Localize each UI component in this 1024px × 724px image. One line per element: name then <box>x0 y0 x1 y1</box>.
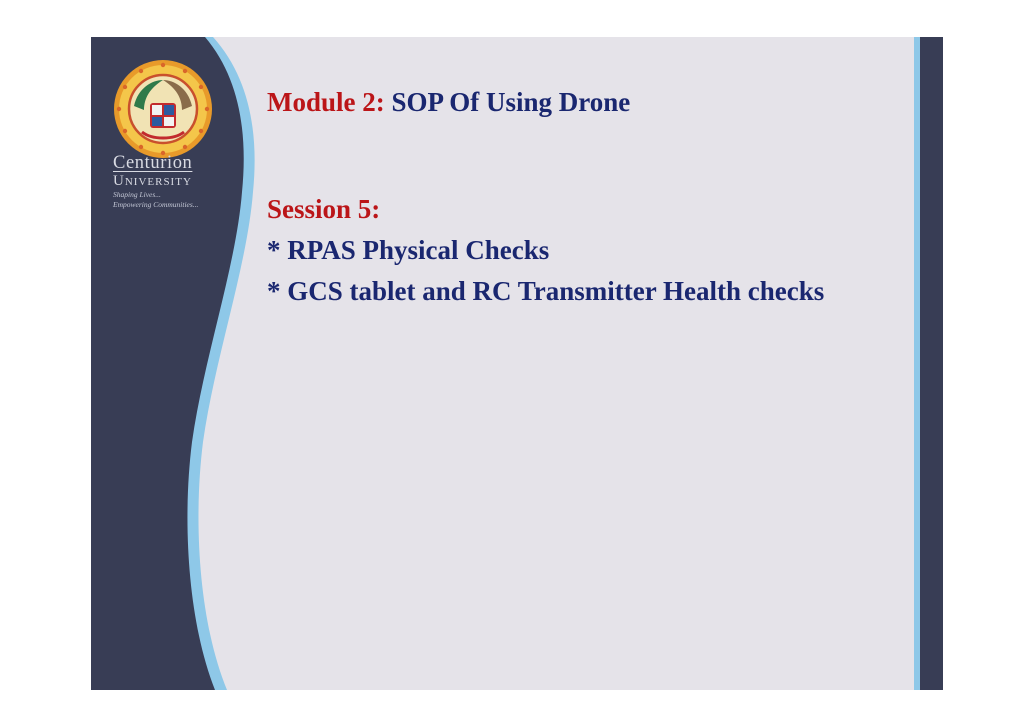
slide <box>91 37 943 690</box>
right-accent-line <box>914 37 920 690</box>
module-title: SOP Of Using Drone <box>391 87 631 117</box>
module-label: Module 2: <box>267 87 385 117</box>
brand-subtitle: University <box>113 173 192 189</box>
session-item-physical-checks: * RPAS Physical Checks <box>267 235 550 265</box>
slide-content <box>267 83 887 312</box>
university-wordmark <box>113 153 243 210</box>
session-heading: Session 5: <box>267 194 381 224</box>
brand-tagline-2: Empowering Communities... <box>113 200 199 209</box>
right-sidebar-strip <box>920 37 943 690</box>
university-logo <box>112 58 214 160</box>
brand-name: Centurion <box>113 153 193 173</box>
brand-tagline-1: Shaping Lives... <box>113 190 161 199</box>
session-item-health-checks: * GCS tablet and RC Transmitter Health checks <box>267 276 825 306</box>
slide-title <box>267 83 887 121</box>
emblem-icon <box>112 58 214 160</box>
